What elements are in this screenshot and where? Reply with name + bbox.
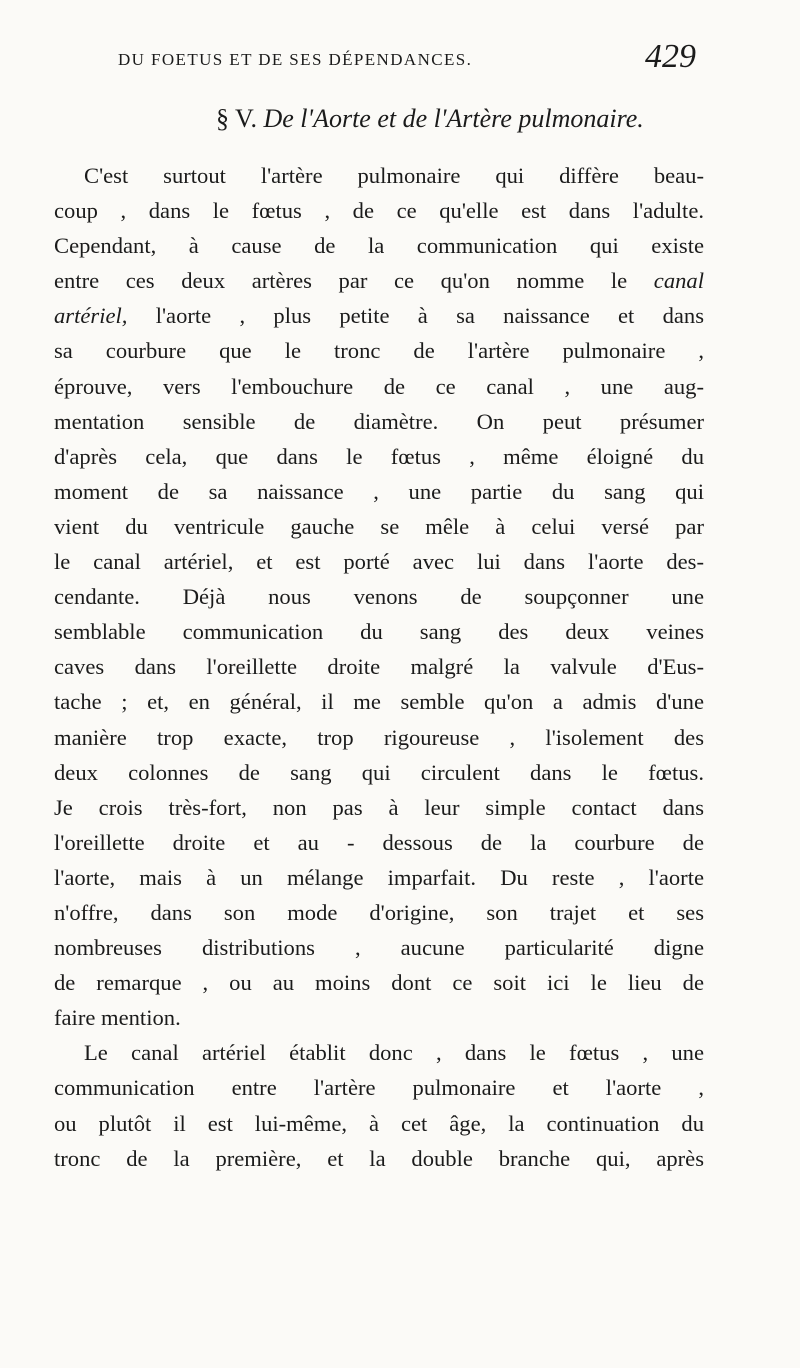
italic-term: artériel, (54, 303, 128, 329)
page-number: 429 (645, 38, 696, 75)
text-line: l'oreillette droite et au - dessous de la courbure de (54, 829, 704, 855)
text-line: semblable communication du sang des deux veines (54, 619, 704, 645)
text-line: deux colonnes de sang qui circulent dans le fœtus. (54, 759, 704, 785)
running-head: DU FOETUS ET DE SES DÉPENDANCES. (118, 50, 473, 69)
text-line: C'est surtout l'artère pulmonaire qui diffère beau- (84, 163, 704, 188)
text-line: de remarque , ou au moins dont ce soit ici le lieu de (54, 970, 704, 996)
text-line: vient du ventricule gauche se mêle à celui versé par (54, 513, 704, 539)
text-line: ou plutôt il est lui-même, à cet âge, la continuation du (54, 1110, 704, 1136)
text-line: tache ; et, en général, il me semble qu'on a admis d'une (54, 689, 704, 715)
text-line: d'après cela, que dans le fœtus , même éloigné du (54, 443, 704, 469)
section-heading (216, 104, 644, 134)
text-line: caves dans l'oreillette droite malgré la valvule d'Eus- (54, 654, 704, 680)
text-line: coup , dans le fœtus , de ce qu'elle est dans l'adulte. (54, 198, 704, 224)
text-line: Je crois très-fort, non pas à leur simple contact dans (54, 794, 704, 820)
text-line: tronc de la première, et la double branche qui, après (54, 1145, 704, 1171)
text-line: éprouve, vers l'embouchure de ce canal , une aug- (54, 373, 704, 399)
text-line: communication entre l'artère pulmonaire et l'aorte , (54, 1075, 704, 1101)
text-segment: entre ces deux artères par ce qu'on nomme le (54, 268, 628, 294)
body-text (54, 158, 704, 1176)
text-line: l'aorte, mais à un mélange imparfait. Du reste , l'aorte (54, 864, 704, 890)
text-line: cendante. Déjà nous venons de soupçonner une (54, 584, 704, 610)
text-line: faire mention. (54, 1005, 181, 1031)
text-line: manière trop exacte, trop rigoureuse , l'isolement des (54, 724, 704, 750)
text-line: n'offre, dans son mode d'origine, son trajet et ses (54, 899, 704, 925)
text-line: sa courbure que le tronc de l'artère pulmonaire , (54, 338, 704, 364)
text-line: Cependant, à cause de la communication qui existe (54, 233, 704, 259)
text-line: moment de sa naissance , une partie du sang qui (54, 478, 704, 504)
text-line: mentation sensible de diamètre. On peut présumer (54, 408, 704, 434)
text-line (54, 298, 704, 333)
text-line: Le canal artériel établit donc , dans le fœtus , une (84, 1040, 704, 1066)
text-line (54, 263, 704, 298)
section-mark: § V. (216, 104, 257, 133)
section-title: De l'Aorte et de l'Artère pulmonaire. (263, 104, 644, 133)
italic-term: canal (653, 268, 704, 294)
text-line: nombreuses distributions , aucune particularité digne (54, 935, 704, 961)
text-segment: l'aorte , plus petite à sa naissance et dans (155, 303, 705, 329)
text-line: le canal artériel, et est porté avec lui dans l'aorte des- (54, 549, 704, 575)
